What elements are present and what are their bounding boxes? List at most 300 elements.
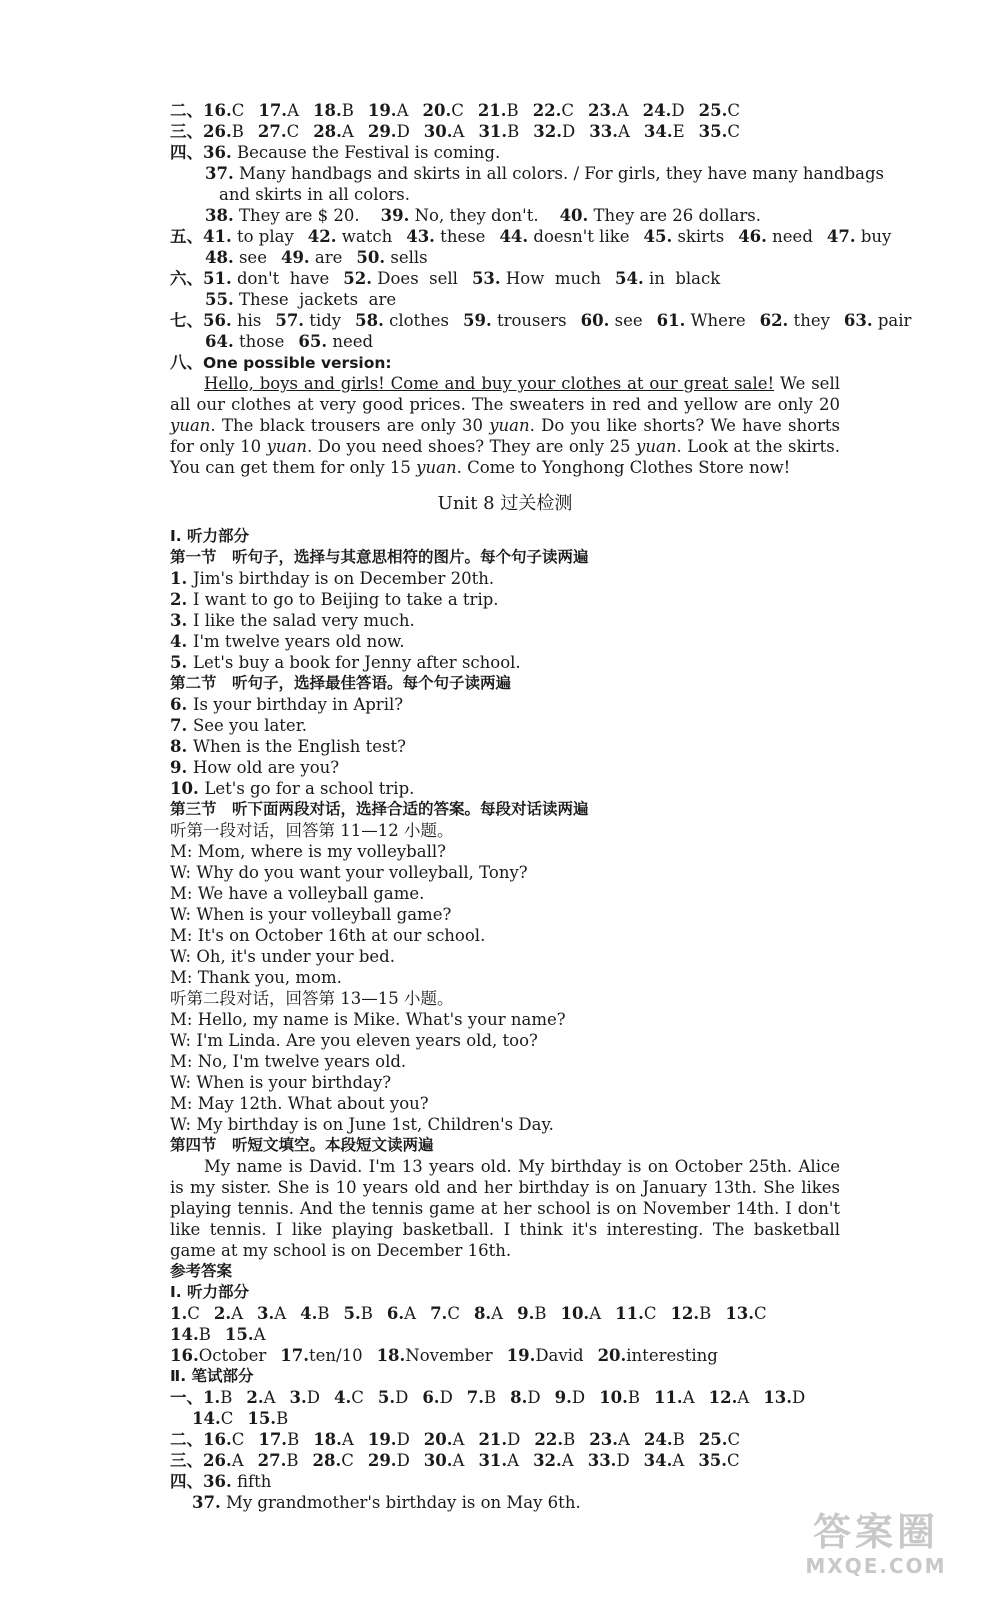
answer-item	[247, 1408, 288, 1429]
answer-value: B	[341, 101, 354, 120]
answer-value: to play	[231, 227, 294, 246]
list-item	[170, 631, 840, 652]
answer-value: C	[643, 1304, 657, 1323]
answer-q37: 37. Many handbags and skirts in all colors. / For girls, they have many handbags	[205, 164, 884, 183]
answer-number: 7.	[466, 1388, 485, 1407]
item-text: How old are you?	[192, 758, 340, 777]
q55-text: These jackets are	[238, 290, 397, 309]
answer-item	[670, 1303, 711, 1324]
answer-value: those	[233, 332, 285, 351]
answer-number: 33.	[587, 1451, 617, 1470]
answer-number: 44.	[499, 227, 529, 246]
answer-number: 10.	[560, 1304, 590, 1323]
item-text: When is the English test?	[192, 737, 406, 756]
answer-item	[368, 100, 409, 121]
answer-item	[203, 121, 244, 142]
answer-number: 34.	[643, 1451, 673, 1470]
item-number: 9.	[170, 758, 193, 777]
list-item	[170, 694, 840, 715]
answer-row-wu	[170, 226, 892, 247]
answer-item	[203, 1450, 244, 1471]
answer-number: 61.	[656, 311, 686, 330]
answer-value: skirts	[672, 227, 725, 246]
answer-value: watch	[336, 227, 393, 246]
answer-item	[368, 121, 410, 142]
answer-item	[170, 268, 329, 289]
ans-36-text: fifth	[236, 1472, 272, 1491]
item-number: 1.	[170, 569, 193, 588]
answer-value: B	[231, 122, 244, 141]
answer-value: his	[231, 311, 262, 330]
answer-value: A	[616, 101, 629, 120]
answer-item	[258, 100, 299, 121]
answer-value: clothes	[383, 311, 450, 330]
q39-text: No, they don't.	[414, 206, 539, 225]
answer-number: 28.	[312, 1451, 342, 1470]
answer-item	[589, 121, 630, 142]
answer-value: B	[563, 1430, 576, 1449]
answer-item	[599, 1387, 640, 1408]
section3-title: 第三节 听下面两段对话，选择合适的答案。每段对话读两遍	[170, 800, 589, 818]
answer-row-qi	[170, 310, 912, 331]
section-prefix: 二、	[170, 1430, 203, 1449]
answer-number: 8.	[510, 1388, 528, 1407]
section-prefix: 三、	[170, 1451, 203, 1470]
answer-value: C	[727, 101, 740, 120]
answers-listening-row3	[170, 1345, 840, 1366]
answers-er-row	[170, 1429, 840, 1450]
answer-number: 19.	[367, 101, 397, 120]
essay-heading-text: One possible version:	[203, 354, 392, 372]
answer-number: 30.	[423, 122, 453, 141]
answer-number: 64.	[205, 332, 234, 351]
answer-value: B	[506, 101, 519, 120]
answer-number: 16.	[203, 101, 232, 120]
answer-item	[533, 100, 574, 121]
answer-number: 4.	[300, 1304, 318, 1323]
answer-item	[615, 268, 720, 289]
answer-item	[308, 226, 392, 247]
dialog-line: M: We have a volleyball game.	[170, 884, 425, 903]
answer-number: 47.	[826, 227, 856, 246]
dialog-line: W: I'm Linda. Are you eleven years old, too?	[170, 1031, 538, 1050]
answer-item	[258, 1450, 299, 1471]
dialog-line: W: My birthday is on June 1st, Children's Day.	[170, 1115, 554, 1134]
answer-item	[760, 310, 830, 331]
answer-item	[313, 121, 354, 142]
answer-item	[467, 1387, 496, 1408]
item-text: Let's buy a book for Jenny after school.	[192, 653, 521, 672]
answer-number: 24.	[643, 1430, 673, 1449]
answer-value: C	[447, 1304, 460, 1323]
answer-row-er	[170, 100, 840, 121]
answer-number: 32.	[533, 1451, 562, 1470]
answer-item	[478, 100, 519, 121]
answer-item	[510, 1387, 540, 1408]
answer-value: B	[699, 1304, 712, 1323]
answer-value: D	[527, 1388, 541, 1407]
list-item	[170, 610, 840, 631]
answer-item	[280, 1345, 362, 1366]
item-number: 10.	[170, 779, 205, 798]
answer-row-liu	[170, 268, 840, 289]
answer-value: D	[396, 1451, 410, 1470]
answer-value: C	[754, 1304, 767, 1323]
site-watermark	[766, 1510, 986, 1590]
answer-number: 13.	[725, 1304, 755, 1323]
answer-number: 48.	[205, 248, 234, 267]
answer-item	[589, 1429, 630, 1450]
item-number: 5.	[170, 653, 193, 672]
list-item	[170, 736, 840, 757]
answer-number: 31.	[478, 1451, 508, 1470]
answer-item	[313, 1429, 354, 1450]
answer-value: B	[534, 1304, 547, 1323]
item-number: 3.	[170, 611, 193, 630]
answer-number: 49.	[280, 248, 310, 267]
answer-number: 58.	[355, 311, 384, 330]
section1-list	[170, 568, 840, 673]
answer-value: A	[404, 1304, 417, 1323]
answer-item	[290, 1387, 320, 1408]
answer-row-wu2	[170, 247, 840, 268]
answer-number: 28.	[313, 122, 342, 141]
answer-item	[170, 310, 261, 331]
answer-value: ten/10	[308, 1346, 363, 1365]
answer-number: 10.	[599, 1388, 628, 1407]
answer-number: 14.	[170, 1325, 199, 1344]
answer-item	[343, 268, 458, 289]
answer-number: 35.	[698, 122, 728, 141]
answer-value: C	[727, 1451, 740, 1470]
answer-number: 45.	[643, 227, 673, 246]
answer-item	[472, 268, 601, 289]
answer-number: 4.	[334, 1388, 352, 1407]
answer-item	[258, 121, 299, 142]
answer-value: D	[562, 122, 576, 141]
answer-value: Does sell	[372, 269, 458, 288]
answer-item	[257, 1303, 286, 1324]
answers-listening-row2	[170, 1324, 840, 1345]
answer-value: doesn't like	[528, 227, 630, 246]
section1-title: 第一节 听句子，选择与其意思相符的图片。每个句子读两遍	[170, 548, 589, 566]
essay-paragraph	[170, 373, 840, 478]
answer-item	[424, 121, 465, 142]
answer-number: 六、51.	[170, 269, 232, 288]
answer-number: 12.	[708, 1388, 738, 1407]
answer-value: B	[276, 1409, 289, 1428]
answer-item	[275, 310, 341, 331]
item-text: Let's go for a school trip.	[204, 779, 415, 798]
answer-number: 5.	[343, 1304, 361, 1323]
q40-text: They are 26 dollars.	[593, 206, 761, 225]
answer-value: D	[396, 1430, 410, 1449]
item-text: Is your birthday in April?	[192, 695, 404, 714]
answer-item	[344, 1303, 373, 1324]
answer-number: 24.	[642, 101, 672, 120]
answer-value: D	[671, 101, 685, 120]
answer-number: 52.	[343, 269, 373, 288]
answer-value: need	[327, 332, 374, 351]
answer-value: pair	[872, 311, 912, 330]
answer-number: 2.	[246, 1388, 264, 1407]
answer-item	[644, 121, 685, 142]
answer-item	[313, 100, 354, 121]
essay-segment: . Come to Yonghong Clothes Store now!	[456, 458, 791, 477]
item-text: See you later.	[192, 716, 308, 735]
answer-number: 29.	[367, 122, 397, 141]
item-number: 8.	[170, 737, 193, 756]
answer-value: C	[727, 1430, 741, 1449]
answer-value: C	[231, 1430, 245, 1449]
answer-number: 29.	[367, 1451, 397, 1470]
answer-value: are	[309, 248, 343, 267]
answers-listening-row1	[170, 1303, 840, 1324]
dialog-line: M: Hello, my name is Mike. What's your name?	[170, 1010, 566, 1029]
section-prefix: 三、	[170, 122, 203, 141]
dialog-line: W: Oh, it's under your bed.	[170, 947, 395, 966]
answer-item	[424, 1450, 465, 1471]
answer-number: 21.	[477, 101, 507, 120]
answer-item	[214, 1303, 243, 1324]
answer-item	[709, 1387, 750, 1408]
answer-item	[581, 310, 643, 331]
answer-item	[225, 1324, 266, 1345]
section4-passage	[170, 1156, 840, 1261]
answer-item	[534, 1429, 575, 1450]
dialog-line: W: When is your birthday?	[170, 1073, 392, 1092]
answer-number: 15.	[224, 1325, 254, 1344]
essay-segment: . The black trousers are only 30	[210, 416, 490, 435]
answer-value: A	[682, 1388, 695, 1407]
answer-item	[588, 100, 629, 121]
answer-number: 54.	[614, 269, 644, 288]
answer-item	[615, 1303, 656, 1324]
list-item	[170, 589, 840, 610]
answer-value: trousers	[491, 311, 567, 330]
answer-value: How much	[500, 269, 601, 288]
dialog-line: M: May 12th. What about you?	[170, 1094, 429, 1113]
answer-item	[763, 1387, 805, 1408]
answer-value: D	[791, 1388, 806, 1407]
essay-segment: . Do you like shorts? We have shorts for only 10	[170, 416, 840, 456]
dialog-line: W: Why do you want your volleyball, Tony?	[170, 863, 528, 882]
answer-value: A	[737, 1388, 750, 1407]
answer-number: 19.	[367, 1430, 397, 1449]
answer-value: C	[727, 122, 740, 141]
answer-value: B	[672, 1430, 685, 1449]
answer-value: A	[231, 1451, 244, 1470]
answer-value: in black	[643, 269, 721, 288]
answer-number: 16.	[170, 1346, 199, 1365]
item-number: 2.	[170, 590, 193, 609]
answer-value: D	[616, 1451, 630, 1470]
answer-number: 14.	[192, 1409, 221, 1428]
answer-number: 26.	[203, 122, 232, 141]
currency-word: yuan	[636, 437, 677, 456]
list-item	[170, 715, 840, 736]
answer-item	[699, 100, 740, 121]
dialog1-lines	[170, 841, 840, 988]
answer-number: 22.	[534, 1430, 564, 1449]
answer-item	[203, 100, 244, 121]
answer-number: 16.	[203, 1430, 232, 1449]
item-text: I'm twelve years old now.	[192, 632, 405, 651]
answer-value: A	[287, 101, 299, 120]
currency-word: yuan	[416, 458, 457, 477]
q37-text-a: Many handbags and skirts in all colors. / For girls, they have many handbags	[238, 164, 884, 183]
answer-value: A	[589, 1304, 602, 1323]
answer-number: 五、41.	[170, 227, 232, 246]
answer-number: 6.	[386, 1304, 405, 1323]
answer-q38-40: 38. They are $ 20. 39. No, they don't. 40. They are 26 dollars.	[205, 206, 761, 225]
answer-value: D	[507, 1430, 521, 1449]
answer-item	[533, 121, 575, 142]
answer-item	[644, 226, 725, 247]
answer-item	[507, 1345, 584, 1366]
answer-number: 七、56.	[170, 311, 232, 330]
answer-value: sells	[385, 248, 428, 267]
answer-value: D	[439, 1388, 453, 1407]
answer-item	[170, 1324, 211, 1345]
answer-item	[378, 1387, 408, 1408]
answer-item	[313, 1450, 354, 1471]
answer-value: A	[561, 1451, 574, 1470]
essay-opening: Hello, boys and girls! Come and buy your clothes at our great sale!	[204, 374, 775, 393]
answer-number: 65.	[298, 332, 328, 351]
answer-value: B	[220, 1388, 233, 1407]
answer-value: D	[571, 1388, 586, 1407]
unit-title: Unit 8 过关检测	[437, 493, 573, 514]
answer-item	[725, 1303, 766, 1324]
answer-number: 30.	[423, 1451, 453, 1470]
answer-number: 22.	[532, 101, 562, 120]
answer-value: A	[263, 1388, 276, 1407]
answer-value: A	[617, 122, 630, 141]
answer-value: B	[198, 1325, 211, 1344]
answer-value: C	[286, 122, 300, 141]
answer-value: C	[220, 1409, 234, 1428]
answer-number: 11.	[615, 1304, 644, 1323]
answer-number: 25.	[698, 101, 728, 120]
essay-heading: 八、One possible version:	[170, 353, 392, 372]
answer-q36: 四、36. Because the Festival is coming.	[170, 143, 501, 162]
answer-number: 9.	[517, 1304, 535, 1323]
answer-value: A	[452, 122, 465, 141]
dialog-line: M: No, I'm twelve years old.	[170, 1052, 407, 1071]
answer-item	[560, 1303, 601, 1324]
answer-row-qi2	[170, 331, 840, 352]
answer-item	[644, 1429, 685, 1450]
dialog2-intro: 听第二段对话，回答第 13—15 小题。	[170, 989, 454, 1008]
essay-segment: . Do you need shoes? They are only 25	[307, 437, 637, 456]
answer-item	[424, 1429, 465, 1450]
answer-value: buy	[855, 227, 892, 246]
answer-value: A	[231, 1304, 244, 1323]
answer-number: 1.	[203, 1388, 221, 1407]
answer-value: they	[788, 311, 830, 330]
answer-value: Where	[685, 311, 746, 330]
answer-number: 20.	[597, 1346, 627, 1365]
section4-title: 第四节 听短文填空。本段短文读两遍	[170, 1136, 434, 1154]
item-number: 7.	[170, 716, 193, 735]
watermark-url: MXQE.COM	[805, 1554, 947, 1578]
answer-number: 5.	[377, 1388, 396, 1407]
section2-list	[170, 694, 840, 799]
answer-item	[657, 310, 746, 331]
answer-value: A	[617, 1430, 630, 1449]
answer-item	[699, 121, 740, 142]
answer-number: 11.	[653, 1388, 683, 1407]
item-number: 6.	[170, 695, 193, 714]
answer-item	[478, 1429, 520, 1450]
answer-item	[533, 1450, 574, 1471]
answer-item	[356, 247, 427, 268]
answer-item	[422, 1387, 452, 1408]
answer-number: 21.	[478, 1430, 508, 1449]
answers-part2: Ⅱ. 笔试部分	[170, 1367, 254, 1385]
answer-value: B	[287, 1430, 300, 1449]
answers-part1: Ⅰ. 听力部分	[170, 1283, 250, 1301]
answer-value: B	[627, 1388, 640, 1407]
answer-value: need	[766, 227, 813, 246]
answer-item	[499, 226, 629, 247]
answer-item	[738, 226, 813, 247]
answer-number: 17.	[258, 1430, 288, 1449]
dialog-line: M: Thank you, mom.	[170, 968, 342, 987]
answer-value: David	[535, 1346, 584, 1365]
list-item	[170, 757, 840, 778]
item-text: Jim's birthday is on December 20th.	[192, 569, 495, 588]
list-item	[170, 778, 840, 799]
answer-item	[406, 226, 485, 247]
answer-number: 42.	[307, 227, 337, 246]
answer-number: 3.	[257, 1304, 275, 1323]
answer-value: see	[233, 248, 267, 267]
dialog-line: M: It's on October 16th at our school.	[170, 926, 486, 945]
answer-value: B	[286, 1451, 299, 1470]
part1-title: Ⅰ. 听力部分	[170, 527, 250, 545]
answer-item	[334, 1387, 364, 1408]
answer-item	[478, 1450, 519, 1471]
answer-value: A	[341, 122, 354, 141]
answer-value: these	[434, 227, 486, 246]
answer-value: interesting	[626, 1346, 718, 1365]
answer-item	[555, 1387, 585, 1408]
answer-item	[422, 100, 463, 121]
answer-item	[699, 1429, 740, 1450]
answer-value: B	[317, 1304, 330, 1323]
list-item	[170, 568, 840, 589]
answer-item	[827, 226, 891, 247]
dialog1-intro: 听第一段对话，回答第 11—12 小题。	[170, 821, 454, 840]
answer-item	[203, 1387, 232, 1408]
answer-item	[478, 121, 519, 142]
answer-item	[246, 1387, 275, 1408]
answers-title: 参考答案	[170, 1262, 233, 1280]
answer-number: 15.	[247, 1409, 277, 1428]
answers-yi-row2	[170, 1408, 840, 1429]
section2-title: 第二节 听句子，选择最佳答语。每个句子读两遍	[170, 674, 512, 692]
answer-number: 12.	[670, 1304, 700, 1323]
answer-value: B	[507, 122, 520, 141]
answer-row-liu2: 55. These jackets are	[205, 290, 397, 309]
essay-segment: We sell all our clothes at very good prices. The sweaters in red and yellow are only 20	[170, 374, 840, 414]
answer-row-san	[170, 121, 840, 142]
dialog2-lines	[170, 1009, 840, 1135]
q37-text-b: and skirts in all colors.	[219, 185, 411, 204]
answer-number: 26.	[203, 1451, 232, 1470]
